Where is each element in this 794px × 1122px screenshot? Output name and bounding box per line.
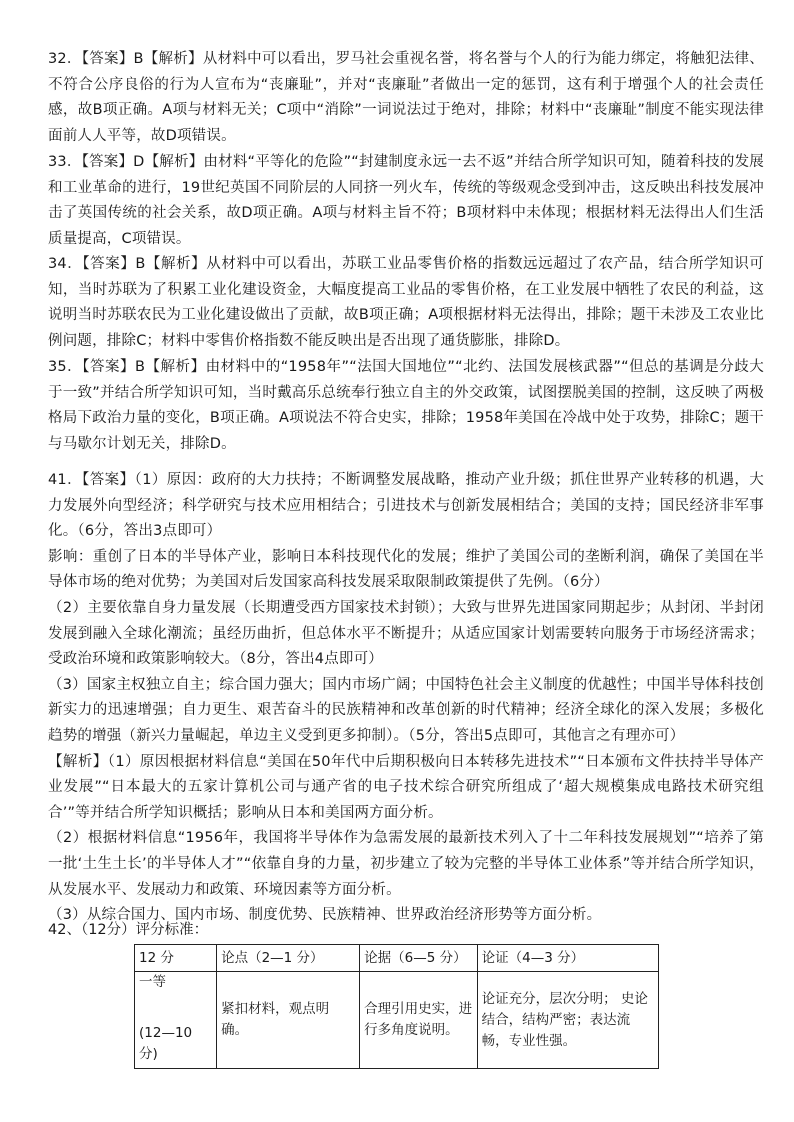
answer-41-part2: （2）主要依靠自身力量发展（长期遭受西方国家技术封锁）；大致与世界先进国家同期起步；从封闭、半封闭发展到融入全球化潮流；虽经历曲折，但总体水平不断提升；从适应国家计划需要转向服务于市场经济需求；受政治环境和政策影响较大。（8分，答出4点即可）: [48, 599, 764, 668]
answer-41-impact: 影响：重创了日本的半导体产业，影响日本科技现代化的发展；维护了美国公司的垄断利润，确保了美国在半导体市场的绝对优势；为美国对后发国家高科技发展采取限制政策提供了先例。（6分）: [48, 548, 764, 591]
grade-label: 一等: [139, 973, 166, 990]
evidence-criteria: 合理引用史实，进行多角度说明。: [360, 972, 478, 1069]
header-evidence: 论据（6—5 分）: [360, 945, 478, 972]
table-row: [135, 972, 659, 1069]
scoring-table: [134, 944, 659, 1069]
analysis-41-part3: （3）从综合国力、国内市场、制度优势、民族精神、世界政治经济形势等方面分析。: [48, 907, 602, 924]
answer-35: 35．【答案】B【解析】由材料中的“1958年”“法国大国地位”“北约、法国发展核武器”“但总的基调是分歧大于一致”并结合所学知识可知，当时戴高乐总统奉行独立自主的外交政策，试图摆脱美国的控制，这反映了两极格局下政治力量的变化，B项正确。A项说法不符合史实，排除；1958年美国在冷战中处于攻势，排除C；题干与马歇尔计划无关，排除D。: [48, 359, 764, 452]
scoring-table-header: [135, 945, 659, 972]
analysis-41-part2: （2）根据材料信息“1956年，我国将半导体作为急需发展的最新技术列入了十二年科技发展规划”“培养了第一批‘土生土长’的半导体人才”“依靠自身的力量，初步建立了较为完整的半导体工业体系”等并结合所学知识，从发展水平、发展动力和政策、环境因素等方面分析。: [48, 830, 764, 898]
argument-criteria: 紧扣材料，观点明确。: [217, 972, 360, 1069]
answer-41-part1: 41．【答案】（1）原因：政府的大力扶持；不断调整发展战略，推动产业升级；抓住世界产业转移的机遇，大力发展外向型经济；科学研究与技术应用相结合；引进技术与创新发展相结合；美国的支持；国民经济非军事化。（6分，答出3点即可）: [48, 472, 764, 540]
analysis-41-part1: 【解析】（1）原因根据材料信息“美国在50年代中后期积极向日本转移先进技术”“日本颁布文件扶持半导体产业发展”“日本最大的五家计算机公司与通产省的电子技术综合研究所组成了‘超大规模集成电路技术研究组合’”等并结合所学知识概括；影响从日本和美国两方面分析。: [48, 753, 764, 821]
answer-41-part3: （3）国家主权独立自主；综合国力强大；国内市场广阔；中国特色社会主义制度的优越性；中国半导体科技创新实力的迅速增强；自力更生、艰苦奋斗的民族精神和改革创新的时代精神；经济全球化的深入发展；多极化趋势的增强（新兴力量崛起，单边主义受到更多抑制）。（5分，答出5点即可，其他言之有理亦可）: [48, 676, 764, 744]
answer-33: 33．【答案】D【解析】由材料“平等化的危险”“封建制度永远一去不返”并结合所学知识可知，随着科技的发展和工业革命的进行，19世纪英国不同阶层的人同挤一列火车，传统的等级观念受到冲击，这反映出科技发展冲击了英国传统的社会关系，故D项正确。A项与材料主旨不符；B项材料中未体现；根据材料无法得出人们生活质量提高，C项错误。: [48, 154, 764, 247]
grade-range: (12—10 分): [139, 1024, 193, 1062]
header-reasoning: 论证（4—3 分）: [477, 945, 658, 972]
grade-cell: [135, 972, 217, 1069]
answer-41: [48, 468, 764, 929]
answer-32: 32．【答案】B【解析】从材料中可以看出，罗马社会重视名誉，将名誉与个人的行为能力绑定，将触犯法律、不符合公序良俗的行为人宣布为“丧廉耻”，并对“丧廉耻”者做出一定的惩罚，这有利于增强个人的社会责任感，故B项正确。A项与材料无关；C项中“消除”一词说法过于绝对，排除；材料中“丧廉耻”制度不能实现法律面前人人平等，故D项错误。: [48, 51, 764, 144]
header-total: 12 分: [135, 945, 217, 972]
header-argument: 论点（2—1 分）: [217, 945, 360, 972]
answer-34: 34．【答案】B【解析】从材料中可以看出，苏联工业品零售价格的指数远远超过了农产品，结合所学知识可知，当时苏联为了积累工业化建设资金，大幅度提高工业品的零售价格，在工业发展中牺牲了农民的利益，这说明当时苏联农民为工业化建设做出了贡献，故B项正确；A项根据材料无法得出，排除；题干未涉及工农业比例问题，排除C；材料中零售价格指数不能反映出是否出现了通货膨胀，排除D。: [48, 256, 764, 349]
reasoning-criteria: 论证充分，层次分明； 史论结合，结构严密；表达流畅，专业性强。: [477, 972, 658, 1069]
question-42-heading: 42、（12分）评分标准：: [48, 922, 209, 938]
